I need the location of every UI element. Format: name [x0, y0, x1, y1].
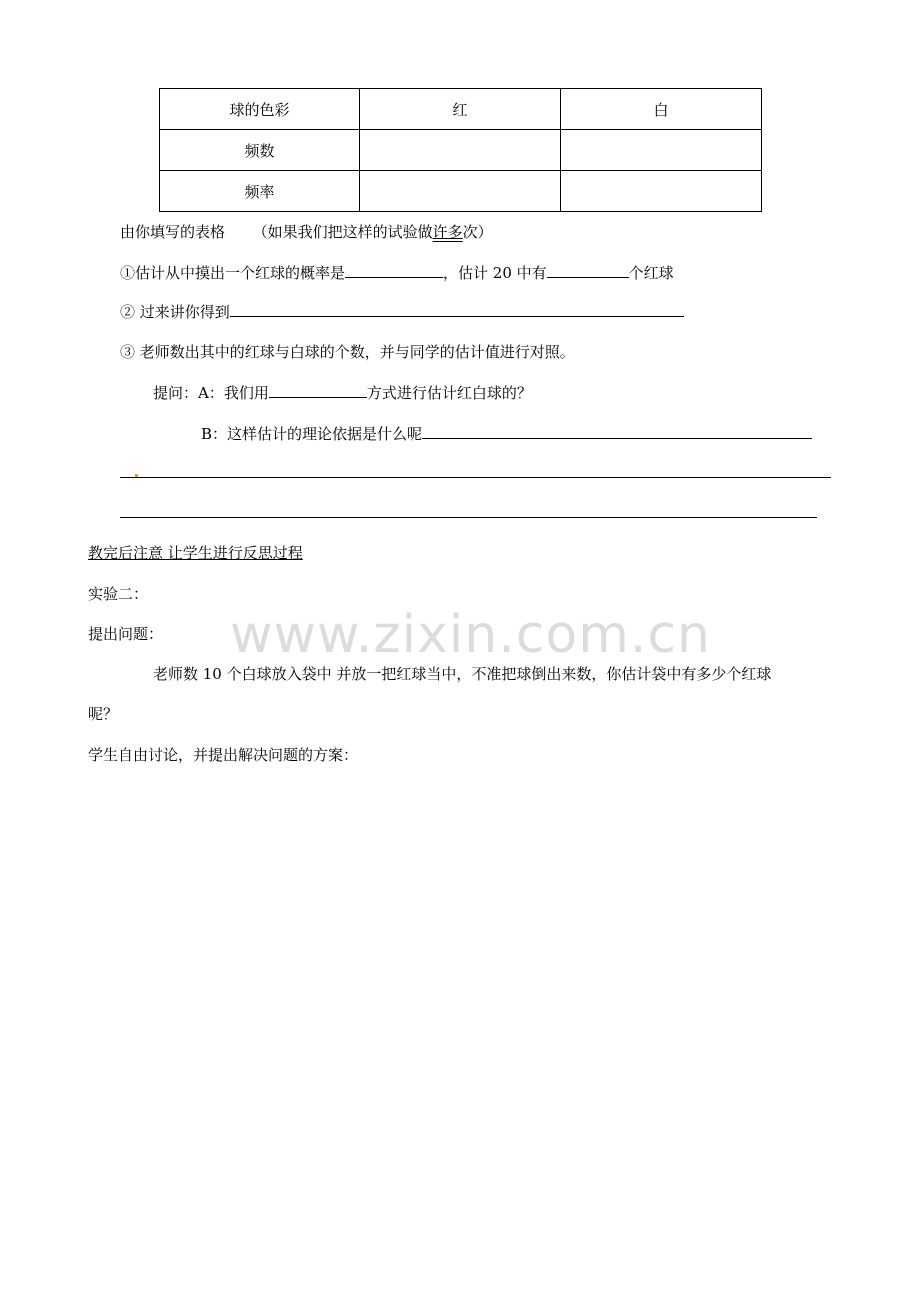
item2-label: ② 过来讲你得到	[120, 303, 230, 321]
probability-blank	[345, 263, 443, 278]
discussion-line: 学生自由讨论，并提出解决问题的方案：	[88, 746, 359, 764]
teaching-note: 教完后注意 让学生进行反思过程	[88, 544, 303, 562]
table-cell-blank	[561, 171, 762, 212]
table-cell: 频率	[160, 171, 360, 212]
item1-part3: 个红球	[628, 264, 674, 282]
table-cell-blank	[360, 171, 561, 212]
table-row	[160, 171, 762, 212]
answer-line	[120, 517, 817, 518]
problem-line-1: 老师数 10 个白球放入袋中 并放一把红球当中，不准把球倒出来数，你估计袋中有多少个红球	[153, 665, 772, 683]
intro-double-underlined: 许多	[432, 223, 463, 241]
experiment-two-title: 实验二：	[88, 585, 149, 603]
item2-line	[120, 302, 684, 322]
question-b-line	[201, 424, 812, 444]
question-a-line	[153, 383, 532, 403]
method-blank	[269, 383, 367, 398]
answer-line	[120, 477, 831, 478]
item1-part1: ①估计从中摸出一个红球的概率是	[120, 264, 346, 282]
marker-dot	[135, 474, 138, 477]
frequency-table	[159, 88, 762, 212]
table-header-cell: 红	[360, 89, 561, 130]
item1-part2: ，估计 20 中有	[443, 264, 547, 282]
count-blank	[547, 263, 629, 278]
question-a-part2: 方式进行估计红白球的？	[366, 384, 532, 402]
item3-line: ③ 老师数出其中的红球与白球的个数，并与同学的估计值进行对照。	[120, 343, 575, 361]
intro-paren-start: （如果我们把这样的试验做	[252, 223, 433, 241]
raise-question-title: 提出问题：	[88, 625, 164, 643]
table-cell-blank	[360, 130, 561, 171]
table-header-cell: 白	[561, 89, 762, 130]
table-header-cell: 球的色彩	[160, 89, 360, 130]
theory-blank	[422, 424, 812, 439]
table-cell: 频数	[160, 130, 360, 171]
conclusion-blank	[230, 302, 684, 317]
intro-paren-end: 次）	[462, 223, 493, 241]
question-b-text: B：这样估计的理论依据是什么呢	[201, 425, 423, 443]
problem-line-2: 呢？	[88, 705, 119, 723]
watermark-text: www.zixin.com.cn	[230, 605, 711, 665]
table-header-row	[160, 89, 762, 130]
intro-prefix: 由你填写的表格	[120, 223, 226, 241]
question-a-part1: 提问：A：我们用	[153, 384, 269, 402]
table-row	[160, 130, 762, 171]
table-cell-blank	[561, 130, 762, 171]
item1-line	[120, 263, 674, 283]
intro-line	[120, 222, 493, 242]
